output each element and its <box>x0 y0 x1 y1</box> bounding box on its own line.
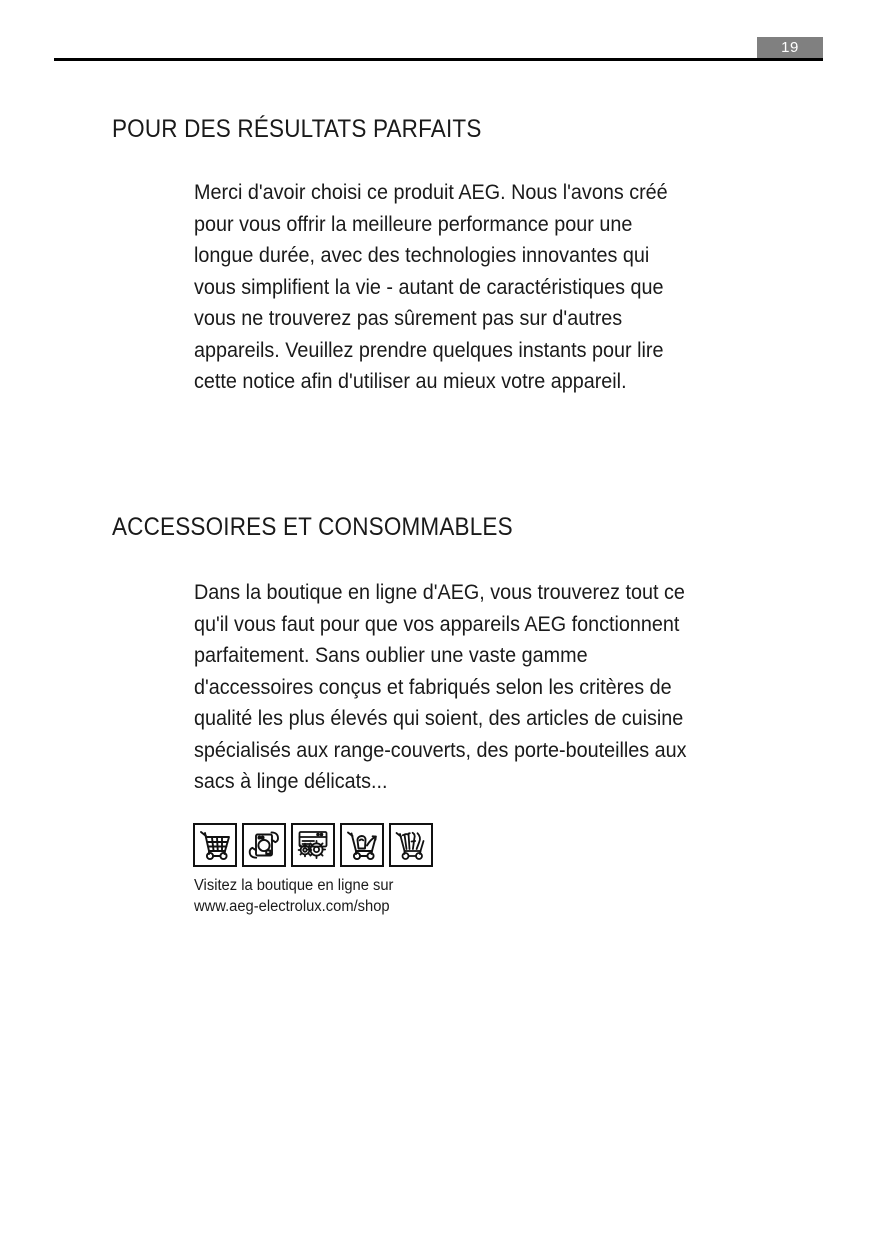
paragraph-line: appareils. Veuillez prendre quelques instants pour lire <box>194 337 664 362</box>
shopping-cart-icon <box>198 829 232 861</box>
cart-with-bag-icon <box>345 829 379 861</box>
appliance-care-hands-icon <box>247 829 281 861</box>
icon-box-shopping-cart <box>193 823 237 867</box>
paragraph-line: Dans la boutique en ligne d'AEG, vous trouverez tout ce <box>194 580 685 604</box>
paragraph-line: vous ne trouverez pas sûrement pas sur d'autres <box>194 306 623 330</box>
paragraph-line: spécialisés aux range-couverts, des porte-bouteilles aux <box>194 737 687 762</box>
shop-note-line: Visitez la boutique en ligne sur <box>194 877 394 894</box>
paragraph-line: longue durée, avec des technologies innovantes qui <box>194 243 650 267</box>
paragraph-accessories <box>194 577 838 798</box>
paragraph-line: d'accessoires conçus et fabriqués selon les critères de <box>194 674 672 699</box>
paragraph-line: parfaitement. Sans oublier une vaste gamme <box>194 643 588 667</box>
icon-box-cart-with-accessories <box>389 823 433 867</box>
paragraph-line: pour vous offrir la meilleure performance pour une <box>194 211 633 236</box>
accessory-icon-strip <box>193 823 433 867</box>
page-title-perfect-results: POUR DES RÉSULTATS PARFAITS <box>112 114 482 143</box>
shop-note <box>194 875 393 917</box>
paragraph-line: Merci d'avoir choisi ce produit AEG. Nous l'avons créé <box>194 180 668 204</box>
icon-box-cart-with-bag <box>340 823 384 867</box>
paragraph-perfect-results <box>194 177 820 398</box>
paragraph-line: cette notice afin d'utiliser au mieux votre appareil. <box>194 369 627 393</box>
paragraph-line: sacs à linge délicats... <box>194 769 388 793</box>
page-number-badge: 19 <box>757 37 823 58</box>
page-title-accessories: ACCESSOIRES ET CONSOMMABLES <box>112 512 513 541</box>
cart-with-accessories-icon <box>394 829 428 861</box>
header-rule <box>54 58 823 61</box>
paragraph-line: qu'il vous faut pour que vos appareils AEG fonctionnent <box>194 611 680 636</box>
browser-gears-service-icon <box>296 829 330 861</box>
paragraph-line: qualité les plus élevés qui soient, des articles de cuisine <box>194 706 684 730</box>
paragraph-line: vous simplifient la vie - autant de caractéristiques que <box>194 274 664 299</box>
shop-url: www.aeg-electrolux.com/shop <box>194 898 390 915</box>
icon-box-online-service <box>291 823 335 867</box>
icon-box-appliance-care <box>242 823 286 867</box>
